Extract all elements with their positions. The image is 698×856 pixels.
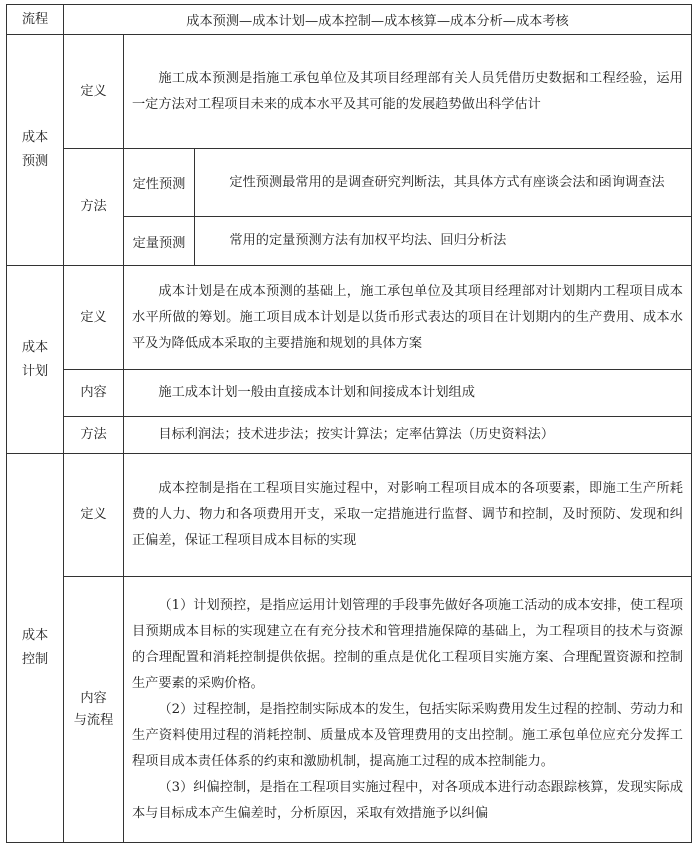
- plan-method-text: 目标利润法；技术进步法；按实计算法；定率估算法（历史资料法）: [158, 427, 555, 442]
- prediction-quantitative-label: 定量预测: [124, 217, 195, 266]
- plan-content-cell: [124, 370, 692, 417]
- prediction-title-line2: 预测: [21, 154, 49, 169]
- plan-title-line2: 计划: [21, 363, 49, 379]
- control-content-row: [7, 577, 692, 843]
- header-flow: 成本预测—成本计划—成本控制—成本核算—成本分析—成本考核: [64, 5, 692, 35]
- header-col-label: 流程: [7, 5, 64, 35]
- plan-content-text: 施工成本计划一般由直接成本计划和间接成本计划组成: [158, 385, 475, 400]
- control-content-cell: [124, 577, 692, 843]
- prediction-definition-row: [7, 35, 692, 149]
- control-content-label: [64, 577, 124, 843]
- control-content-text: [124, 593, 691, 827]
- prediction-title-line1: 成本: [21, 130, 49, 145]
- control-title-line2: 控制: [21, 652, 49, 667]
- prediction-definition-text: 施工成本预测是指施工承包单位及其项目经理部有关人员凭借历史数据和工程经验，运用一定方法对工程项目未来的成本水平及其可能的发展趋势做出科学估计: [132, 70, 683, 112]
- plan-method-cell: [124, 417, 692, 454]
- plan-definition-label: 定义: [64, 266, 124, 370]
- prediction-definition-cell: [124, 35, 692, 149]
- plan-definition-text: 成本计划是在成本预测的基础上，施工承包单位及其项目经理部对计划期内工程项目成本水平所做的筹划。施工项目成本计划是以货币形式表达的项目在计划期内的生产费用、成本水平及为降低成本采取的主要措施和规划的具体方案: [132, 283, 683, 351]
- control-item-2: （2）过程控制，是指控制实际成本的发生，包括实际采购费用发生过程的控制、劳动力和生产资料使用过程的消耗控制、质量成本及管理费用的支出控制。施工承包单位应充分发挥工程项目成本责任体系的约束和激励机制，提高施工过程的成本控制能力。: [132, 701, 683, 769]
- prediction-quantitative-cell: [195, 217, 692, 266]
- control-item-3: （3）纠偏控制，是指在工程项目实施过程中，对各项成本进行动态跟踪核算，发现实际成本与目标成本产生偏差时，分析原因，采取有效措施予以纠偏: [132, 779, 683, 821]
- control-content-label-line2: 与流程: [73, 712, 114, 728]
- plan-title: [7, 266, 64, 454]
- plan-method-row: [7, 417, 692, 454]
- control-title: [7, 454, 64, 843]
- prediction-qualitative-text: 定性预测最常用的是调查研究判断法，其具体方式有座谈会法和函询调查法: [229, 174, 665, 190]
- plan-definition-row: [7, 266, 692, 370]
- control-item-1: （1）计划预控，是指应运用计划管理的手段事先做好各项施工活动的成本安排，使工程项目预期成本目标的实现建立在有充分技术和管理措施保障的基础上，为工程项目的技术与资源的合理配置和消耗控制提供依据。控制的重点是优化工程项目实施方案、合理配置资源和控制生产要素的采购价格。: [132, 597, 683, 691]
- control-definition-row: [7, 454, 692, 577]
- prediction-qualitative-cell: [195, 149, 692, 217]
- prediction-method-label: 方法: [64, 149, 124, 266]
- prediction-quantitative-text: 常用的定量预测方法有加权平均法、回归分析法: [229, 233, 507, 248]
- prediction-definition-label: 定义: [64, 35, 124, 149]
- control-definition-cell: [124, 454, 692, 577]
- prediction-qualitative-label: 定性预测: [124, 149, 195, 217]
- control-content-label-line1: 内容: [80, 690, 107, 706]
- prediction-title: [7, 35, 64, 266]
- plan-definition-cell: [124, 266, 692, 370]
- control-definition-label: 定义: [64, 454, 124, 577]
- plan-method-label: 方法: [64, 417, 124, 454]
- plan-content-row: [7, 370, 692, 417]
- plan-content-label: 内容: [64, 370, 124, 417]
- control-definition-text: 成本控制是指在工程项目实施过程中，对影响工程项目成本的各项要素，即施工生产所耗费的人力、物力和各项费用开支，采取一定措施进行监督、调节和控制，及时预防、发现和纠正偏差，保证工程项目成本目标的实现: [132, 481, 683, 548]
- prediction-qualitative-row: [7, 149, 692, 217]
- plan-title-line1: 成本: [21, 339, 49, 355]
- cost-management-table: [6, 4, 692, 843]
- control-title-line1: 成本: [21, 628, 49, 643]
- header-row: [7, 5, 692, 35]
